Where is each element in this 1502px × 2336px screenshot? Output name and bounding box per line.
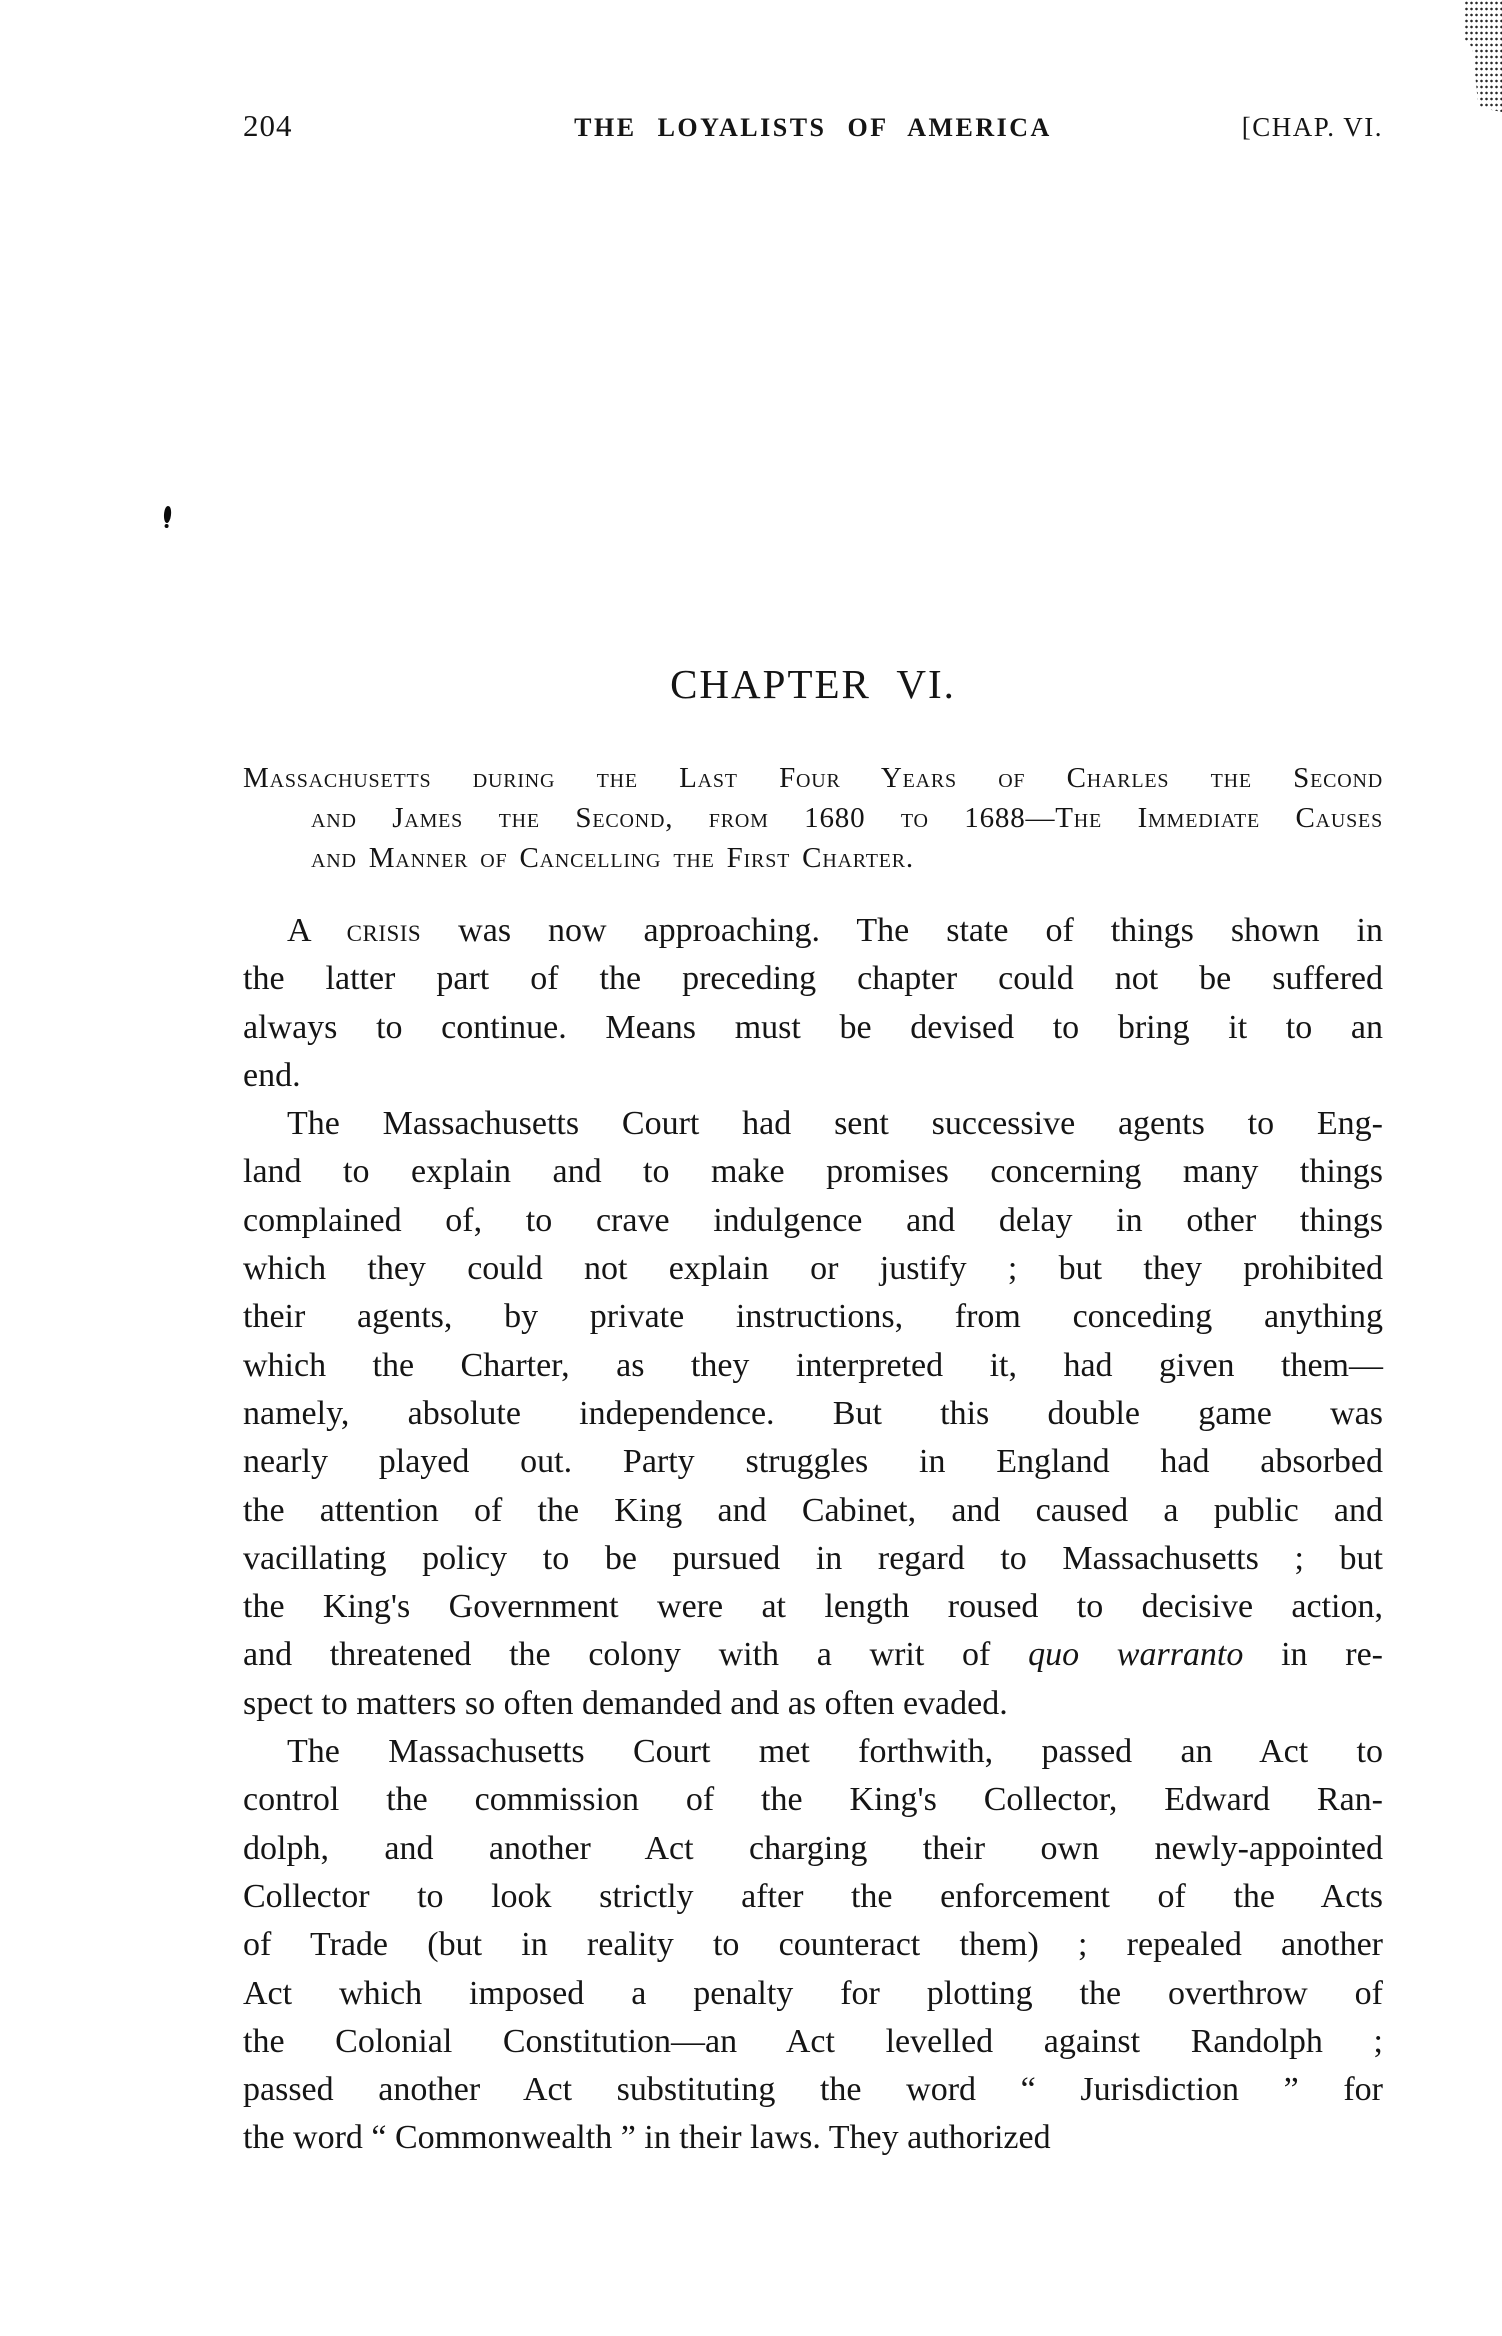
text-line <box>243 1342 1383 1390</box>
text-segment: control the commission of the King's Collector, Edward Ran- <box>243 1781 1383 1819</box>
text-line <box>243 955 1383 1003</box>
text-segment: always to continue. Means must be devised to bring it to an <box>243 1008 1383 1046</box>
text-segment: A <box>287 912 347 949</box>
smallcaps-text: crisis <box>346 912 422 948</box>
text-segment: Act which imposed a penalty for plotting the overthrow of <box>243 1974 1383 2012</box>
chapter-summary <box>243 758 1383 878</box>
text-line <box>243 2066 1383 2114</box>
text-line <box>243 1148 1383 1196</box>
text-line <box>243 1052 1383 1100</box>
text-line <box>243 1583 1383 1631</box>
text-segment: of Trade (but in reality to counteract them) ; repealed another <box>243 1926 1383 1964</box>
italic-text: quo warranto <box>1028 1636 1244 1674</box>
summary-line: Massachusetts during the Last Four Years of Charles the Second <box>243 762 1383 794</box>
text-segment: the Colonial Constitution—an Act levelled against Randolph ; <box>243 2022 1383 2060</box>
text-segment: The Massachusetts Court met forthwith, passed an Act to <box>287 1733 1383 1771</box>
text-segment: in re- <box>1243 1636 1383 1674</box>
chapter-title: CHAPTER VI. <box>670 661 956 707</box>
text-line <box>243 1873 1383 1921</box>
text-segment: end. <box>243 1056 301 1094</box>
text-line <box>243 1825 1383 1873</box>
text-segment: was now approaching. The state of things shown in <box>421 912 1383 949</box>
text-line <box>243 1293 1383 1341</box>
text-segment: which the Charter, as they interpreted it, had given them— <box>243 1346 1383 1384</box>
text-line <box>243 1728 1383 1776</box>
text-segment: passed another Act substituting the word “ Jurisdiction ” for <box>243 2071 1383 2109</box>
summary-line: and Manner of Cancelling the First Charter. <box>311 842 914 874</box>
text-line <box>243 906 1383 955</box>
ink-speck-artifact <box>163 506 172 524</box>
chapter-ref: [CHAP. VI. <box>1241 112 1383 142</box>
text-segment: the latter part of the preceding chapter could not be suffered <box>243 960 1383 998</box>
text-segment: spect to matters so often demanded and as often evaded. <box>243 1684 1008 1722</box>
paragraph <box>243 1728 1383 2163</box>
text-segment: the attention of the King and Cabinet, and caused a public and <box>243 1491 1383 1529</box>
summary-line: and James the Second, from 1680 to 1688—The Immediate Causes <box>311 802 1383 834</box>
text-line <box>243 1100 1383 1148</box>
text-line <box>243 1390 1383 1438</box>
text-segment: land to explain and to make promises concerning many things <box>243 1153 1383 1191</box>
text-segment: namely, absolute independence. But this double game was <box>243 1394 1383 1432</box>
text-line <box>243 2114 1383 2162</box>
text-line <box>243 1970 1383 2018</box>
text-line <box>243 1776 1383 1824</box>
running-title: THE LOYALISTS OF AMERICA <box>574 113 1052 142</box>
text-segment: the word “ Commonwealth ” in their laws. They authorized <box>243 2119 1051 2157</box>
text-line <box>243 1631 1383 1679</box>
text-segment: and threatened the colony with a writ of <box>243 1636 1029 1674</box>
text-line <box>243 1487 1383 1535</box>
text-segment: vacillating policy to be pursued in regard to Massachusetts ; but <box>243 1539 1383 1577</box>
text-segment: nearly played out. Party struggles in England had absorbed <box>243 1443 1383 1481</box>
text-segment: dolph, and another Act charging their own newly-appointed <box>243 1829 1383 1867</box>
text-segment: Collector to look strictly after the enforcement of the Acts <box>243 1877 1383 1915</box>
text-line <box>243 1004 1383 1052</box>
text-segment: which they could not explain or justify ; but they prohibited <box>243 1250 1383 1288</box>
scan-smudge-artifact <box>1464 0 1502 112</box>
text-line <box>243 1921 1383 1969</box>
text-line <box>243 1245 1383 1293</box>
text-segment: The Massachusetts Court had sent successive agents to Eng- <box>287 1105 1383 1143</box>
page-header <box>243 108 1383 144</box>
text-line <box>243 1680 1383 1728</box>
text-line <box>243 1535 1383 1583</box>
text-segment: the King's Government were at length roused to decisive action, <box>243 1588 1383 1626</box>
text-line <box>243 1438 1383 1486</box>
text-line <box>243 1197 1383 1245</box>
paragraph <box>243 906 1383 1100</box>
page-number: 204 <box>243 108 293 143</box>
text-segment: complained of, to crave indulgence and delay in other things <box>243 1201 1383 1239</box>
body-text <box>243 906 1383 2163</box>
paragraph <box>243 1100 1383 1728</box>
text-line <box>243 2018 1383 2066</box>
text-segment: their agents, by private instructions, from conceding anything <box>243 1298 1383 1336</box>
